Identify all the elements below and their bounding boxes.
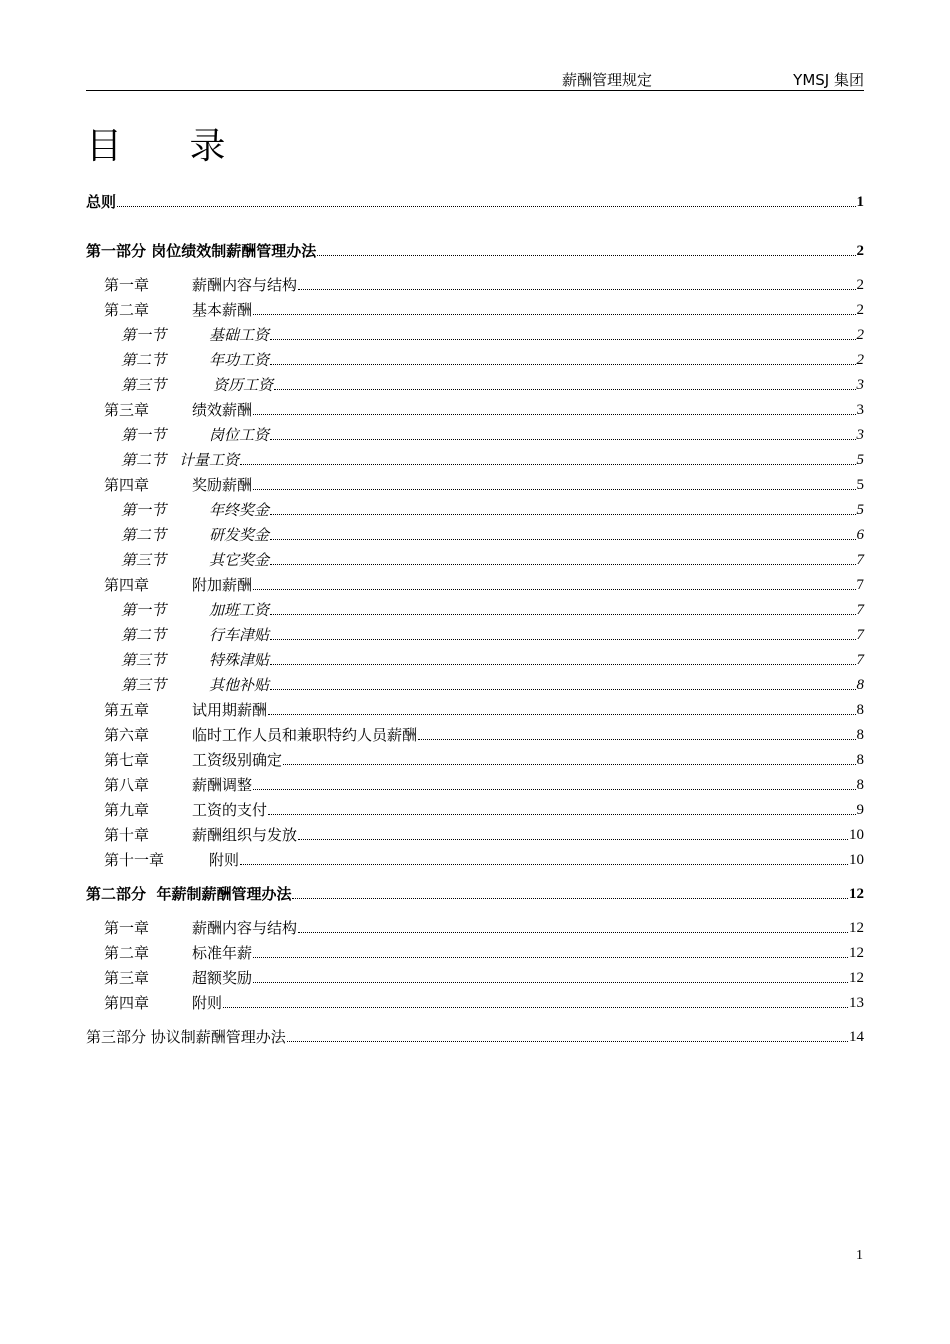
toc-entry-number: 第二节 (121, 626, 167, 644)
dot-leader (268, 813, 855, 815)
toc-entry-title: 薪酬内容与结构 (192, 919, 298, 937)
dot-leader (283, 763, 855, 765)
toc-entry-part-2[interactable] (86, 882, 864, 904)
dot-leader (253, 488, 855, 490)
dot-leader (270, 538, 855, 540)
toc-entry-title: 第二部分 年薪制薪酬管理办法 (86, 885, 292, 903)
toc-entry-page: 12 (849, 970, 864, 986)
toc-entry-number: 第五章 (104, 701, 150, 719)
toc-entry-page: 7 (856, 627, 864, 643)
toc-entry-page: 7 (856, 652, 864, 668)
toc-entry-title: 标准年薪 (192, 944, 253, 962)
dot-leader (317, 254, 855, 256)
toc-entry-page: 1 (856, 194, 864, 210)
toc-entry-title: 资历工资 (213, 376, 274, 394)
toc-entry-number: 第二节 (121, 351, 167, 369)
toc-entry-section[interactable] (86, 348, 864, 370)
toc-entry-page: 8 (856, 777, 864, 793)
toc-entry-title: 加班工资 (209, 601, 270, 619)
toc-entry-title: 特殊津贴 (209, 651, 270, 669)
toc-entry-chapter[interactable] (86, 398, 864, 420)
toc-entry-page: 2 (856, 352, 864, 368)
toc-entry-number: 第一节 (121, 601, 167, 619)
toc-entry-title: 工资级别确定 (192, 751, 283, 769)
dot-leader (253, 588, 855, 590)
toc-entry-section[interactable] (86, 448, 864, 470)
dot-leader (298, 288, 855, 290)
dot-leader (270, 688, 855, 690)
toc-entry-title: 研发奖金 (209, 526, 270, 544)
dot-leader (292, 897, 848, 899)
toc-entry-title: 超额奖励 (192, 969, 253, 987)
toc-entry-page: 7 (856, 602, 864, 618)
toc-entry-page: 9 (856, 802, 864, 818)
dot-leader (287, 1040, 848, 1042)
toc-entry-page: 2 (856, 327, 864, 343)
toc-entry-chapter[interactable] (86, 698, 864, 720)
toc-entry-section[interactable] (86, 598, 864, 620)
toc-entry-page: 5 (856, 452, 864, 468)
dot-leader (270, 438, 855, 440)
toc-entry-page: 12 (849, 945, 864, 961)
dot-leader (253, 413, 855, 415)
dot-leader (274, 388, 855, 390)
toc-entry-title: 薪酬内容与结构 (192, 276, 298, 294)
toc-entry-title: 试用期薪酬 (192, 701, 268, 719)
toc-entry-number: 第二节 (121, 526, 167, 544)
toc-entry-page: 7 (856, 577, 864, 593)
toc-entry-number: 第六章 (104, 726, 150, 744)
toc-entry-title: 附则 (192, 994, 223, 1012)
toc-entry-page: 13 (849, 995, 864, 1011)
dot-leader (270, 613, 855, 615)
toc-entry-number: 第二节 (121, 451, 167, 469)
toc-entry-title: 其它奖金 (209, 551, 270, 569)
toc-entry-page: 8 (856, 727, 864, 743)
toc-entry-number: 第二章 (104, 944, 150, 962)
toc-entry-title: 第一部分 岗位绩效制薪酬管理办法 (86, 242, 317, 260)
toc-entry-title: 附则 (209, 851, 240, 869)
toc-entry-part-1[interactable] (86, 239, 864, 261)
toc-entry-chapter[interactable] (86, 798, 864, 820)
toc-entry-chapter[interactable] (86, 573, 864, 595)
dot-leader (223, 1006, 848, 1008)
toc-entry-title: 计量工资 (179, 451, 240, 469)
dot-leader (270, 338, 855, 340)
toc-entry-chapter[interactable] (86, 298, 864, 320)
toc-entry-title: 年终奖金 (209, 501, 270, 519)
toc-entry-chapter[interactable] (86, 966, 864, 988)
toc-entry-number: 第三节 (121, 551, 167, 569)
toc-entry-section[interactable] (86, 423, 864, 445)
toc-entry-chapter[interactable] (86, 848, 864, 870)
toc-entry-number: 第九章 (104, 801, 150, 819)
header-company: YMSJ 集团 (793, 71, 864, 89)
toc-entry-section[interactable] (86, 373, 864, 395)
dot-leader (270, 363, 855, 365)
toc-entry-number: 第十章 (104, 826, 150, 844)
toc-entry-number: 第一章 (104, 276, 150, 294)
toc-entry-page: 5 (856, 502, 864, 518)
toc-entry-number: 第二章 (104, 301, 150, 319)
toc-entry-title: 年功工资 (209, 351, 270, 369)
toc-entry-page: 12 (849, 920, 864, 936)
dot-leader (298, 838, 848, 840)
toc-entry-page: 10 (849, 827, 864, 843)
dot-leader (268, 713, 855, 715)
toc-entry-chapter[interactable] (86, 823, 864, 845)
toc-entry-page: 2 (856, 302, 864, 318)
toc-entry-section[interactable] (86, 648, 864, 670)
toc-entry-page: 6 (856, 527, 864, 543)
toc-entry-number: 第一节 (121, 501, 167, 519)
toc-entry-page: 3 (856, 402, 864, 418)
dot-leader (270, 638, 855, 640)
toc-entry-title: 绩效薪酬 (192, 401, 253, 419)
dot-leader (253, 981, 848, 983)
header-doc-title: 薪酬管理规定 (562, 71, 653, 89)
dot-leader (270, 513, 855, 515)
toc-entry-number: 第四章 (104, 476, 150, 494)
toc-entry-title: 工资的支付 (192, 801, 268, 819)
toc-entry-page: 5 (856, 477, 864, 493)
page-number: 1 (856, 1248, 863, 1263)
toc-entry-page: 12 (849, 886, 864, 902)
toc-entry-title: 薪酬组织与发放 (192, 826, 298, 844)
toc-entry-title: 附加薪酬 (192, 576, 253, 594)
toc-entry-title: 临时工作人员和兼职特约人员薪酬 (192, 726, 418, 744)
dot-leader (298, 931, 848, 933)
toc-entry-number: 第四章 (104, 994, 150, 1012)
toc-entry-page: 3 (856, 377, 864, 393)
toc-entry-chapter[interactable] (86, 773, 864, 795)
toc-entry-number: 第十一章 (104, 851, 165, 869)
toc-entry-chapter[interactable] (86, 723, 864, 745)
toc-entry-section[interactable] (86, 523, 864, 545)
toc-entry-number: 第三节 (121, 676, 167, 694)
toc-entry-number: 第四章 (104, 576, 150, 594)
toc-entry-number: 第三节 (121, 376, 167, 394)
toc-entry-title: 岗位工资 (209, 426, 270, 444)
dot-leader (253, 956, 848, 958)
toc-entry-title: 其他补贴 (209, 676, 270, 694)
toc-entry-number: 第三节 (121, 651, 167, 669)
page-header (86, 66, 864, 91)
toc-entry-page: 8 (856, 752, 864, 768)
toc-heading: 目 录 (86, 126, 254, 167)
toc-entry-section[interactable] (86, 548, 864, 570)
dot-leader (270, 663, 855, 665)
dot-leader (117, 205, 855, 207)
dot-leader (418, 738, 855, 740)
toc-entry-page: 8 (856, 702, 864, 718)
toc-entry-chapter[interactable] (86, 473, 864, 495)
toc-entry-section[interactable] (86, 498, 864, 520)
toc-entry-page: 14 (849, 1029, 864, 1045)
dot-leader (240, 863, 848, 865)
toc-entry-title: 基础工资 (209, 326, 270, 344)
toc-entry-title: 行车津贴 (209, 626, 270, 644)
dot-leader (270, 563, 855, 565)
toc-entry-chapter[interactable] (86, 991, 864, 1013)
toc-entry-page: 2 (856, 277, 864, 293)
toc-entry-page: 3 (856, 427, 864, 443)
toc-entry-section[interactable] (86, 323, 864, 345)
toc-entry-page: 7 (856, 552, 864, 568)
toc-entry-page: 8 (856, 677, 864, 693)
toc-entry-part-3[interactable] (86, 1025, 864, 1047)
toc-entry-title: 总则 (86, 193, 117, 211)
toc-entry-number: 第七章 (104, 751, 150, 769)
toc-entry-number: 第一节 (121, 426, 167, 444)
toc-entry-title: 第三部分 协议制薪酬管理办法 (86, 1028, 286, 1046)
toc-entry-title: 薪酬调整 (192, 776, 253, 794)
toc-entry-title: 奖励薪酬 (192, 476, 253, 494)
dot-leader (240, 463, 855, 465)
toc-entry-number: 第三章 (104, 401, 150, 419)
toc-entry-number: 第三章 (104, 969, 150, 987)
toc-entry-page: 2 (856, 243, 864, 259)
toc-entry-number: 第八章 (104, 776, 150, 794)
dot-leader (253, 788, 855, 790)
toc-entry-general-provisions[interactable] (86, 190, 864, 212)
toc-entry-page: 10 (849, 852, 864, 868)
toc-entry-chapter[interactable] (86, 273, 864, 295)
toc-entry-number: 第一章 (104, 919, 150, 937)
toc-entry-title: 基本薪酬 (192, 301, 253, 319)
toc-entry-chapter[interactable] (86, 916, 864, 938)
toc-entry-chapter[interactable] (86, 941, 864, 963)
toc-entry-chapter[interactable] (86, 748, 864, 770)
toc-entry-section[interactable] (86, 673, 864, 695)
toc-entry-number: 第一节 (121, 326, 167, 344)
toc-entry-section[interactable] (86, 623, 864, 645)
dot-leader (253, 313, 855, 315)
